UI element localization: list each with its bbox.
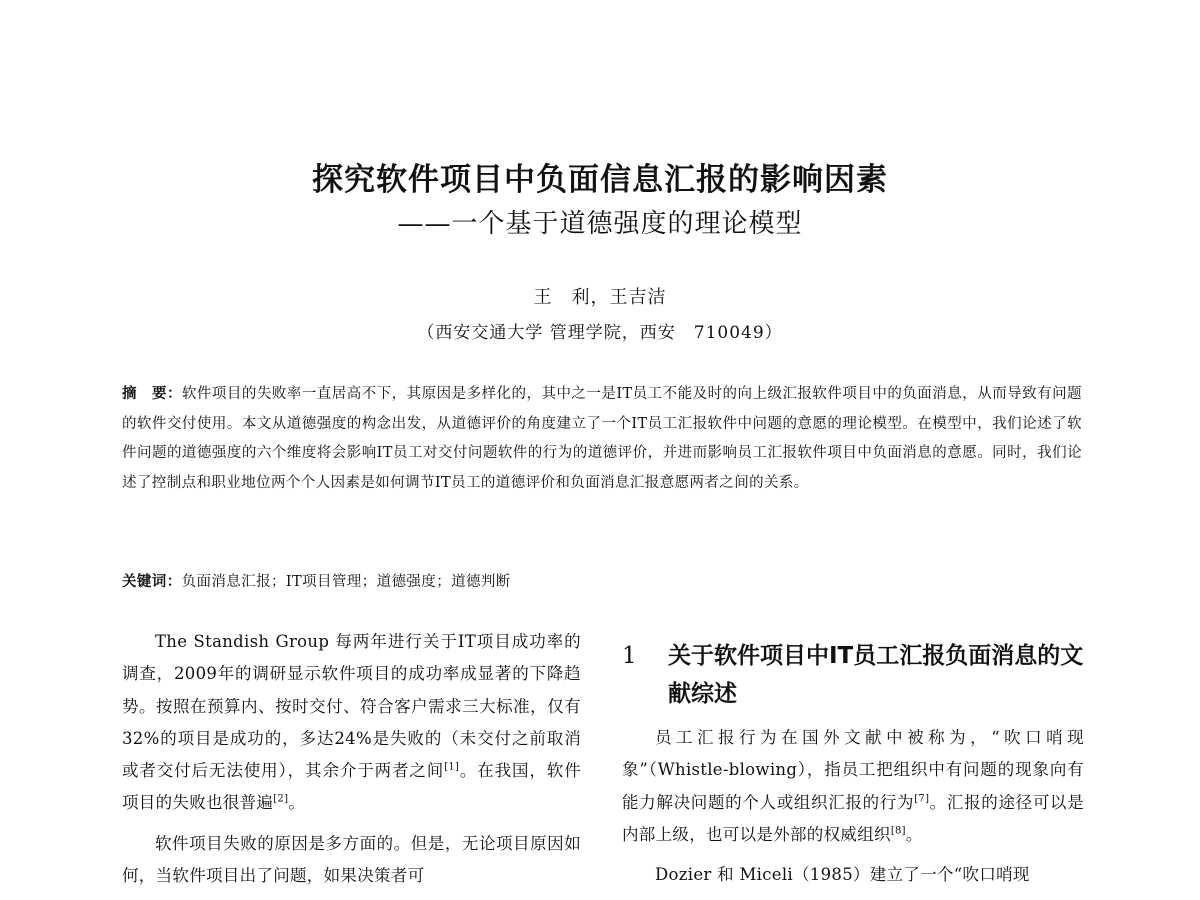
- affiliation: （西安交通大学 管理学院，西安 710049）: [417, 323, 783, 343]
- left-paragraph-2: 软件项目失败的原因是多方面的。但是，无论项目原因如何，当软件项目出了问题，如果决策者可: [122, 833, 581, 886]
- abstract-text: 软件项目的失败率一直居高不下，其原因是多样化的，其中之一是IT员工不能及时的向上级汇报软件项目中的负面消息，从而导致有问题的软件交付使用。本文从道德强度的构念出发，从道德评价的角度建立了一个IT员工汇报软件中问题的意愿的理论模型。在模型中，我们论述了软件问题的道德强度的六个维度将会影响IT员工对交付问题软件的行为的道德评价，并进而影响员工汇报软件项目中负面消息的意愿。同时，我们论述了控制点和职业地位两个个人因素是如何调节IT员工的道德评价和负面消息汇报意愿两者之间的关系。: [122, 386, 1083, 492]
- keywords-block: [122, 568, 1082, 596]
- keywords-text: 负面消息汇报；IT项目管理；道德强度；道德判断: [181, 574, 511, 590]
- section-heading-text: 关于软件项目中IT员工汇报负面消息的文献综述: [668, 643, 1084, 707]
- right-p1-text-b: 。汇报的途径可以是内部上级，也可以是外部的权威组织: [622, 792, 1084, 844]
- abstract-label: 摘 要：: [122, 386, 182, 402]
- author-list: 王 利，王吉洁: [533, 287, 667, 308]
- left-p1-text-a: The Standish Group 每两年进行关于IT项目成功率的调查，2009年的调研显示软件项目的成功率成显著的下降趋势。按照在预算内、按时交付、符合客户需求三大标准，仅有32%的项目是成功的，多达24%是失败的（未交付之前取消或者交付后无法使用），其余介于两者之间: [122, 632, 581, 781]
- right-paragraph-2: Dozier 和 Miceli（1985）建立了一个“吹口哨现: [655, 865, 1030, 885]
- section-heading: [622, 637, 1084, 713]
- paper-title: 探究软件项目中负面信息汇报的影响因素: [312, 162, 888, 198]
- citation-7[interactable]: [7]: [914, 793, 930, 805]
- left-column: [122, 626, 581, 900]
- right-paragraph-1: [622, 722, 1084, 851]
- section-number: 1: [622, 643, 637, 669]
- left-p1-text-c: 。: [288, 793, 306, 813]
- left-paragraph-1: [122, 626, 581, 820]
- citation-1[interactable]: [1]: [444, 761, 460, 773]
- abstract-block: [122, 380, 1082, 499]
- citation-8[interactable]: [8]: [890, 825, 906, 837]
- citation-2[interactable]: [2]: [273, 793, 289, 805]
- keywords-label: 关键词：: [122, 574, 182, 590]
- right-p1-text-a: 员工汇报行为在国外文献中被称为，“吹口哨现象”（Whistle-blowing），指员工把组织中有问题的现象向有能力解决问题的个人或组织汇报的行为: [622, 728, 1084, 812]
- right-p1-text-c: 。: [905, 824, 923, 844]
- left-p1-text-b: 。在我国，软件项目的失败也很普遍: [122, 761, 582, 813]
- right-column: [622, 722, 1084, 899]
- paper-subtitle: ——一个基于道德强度的理论模型: [397, 209, 803, 239]
